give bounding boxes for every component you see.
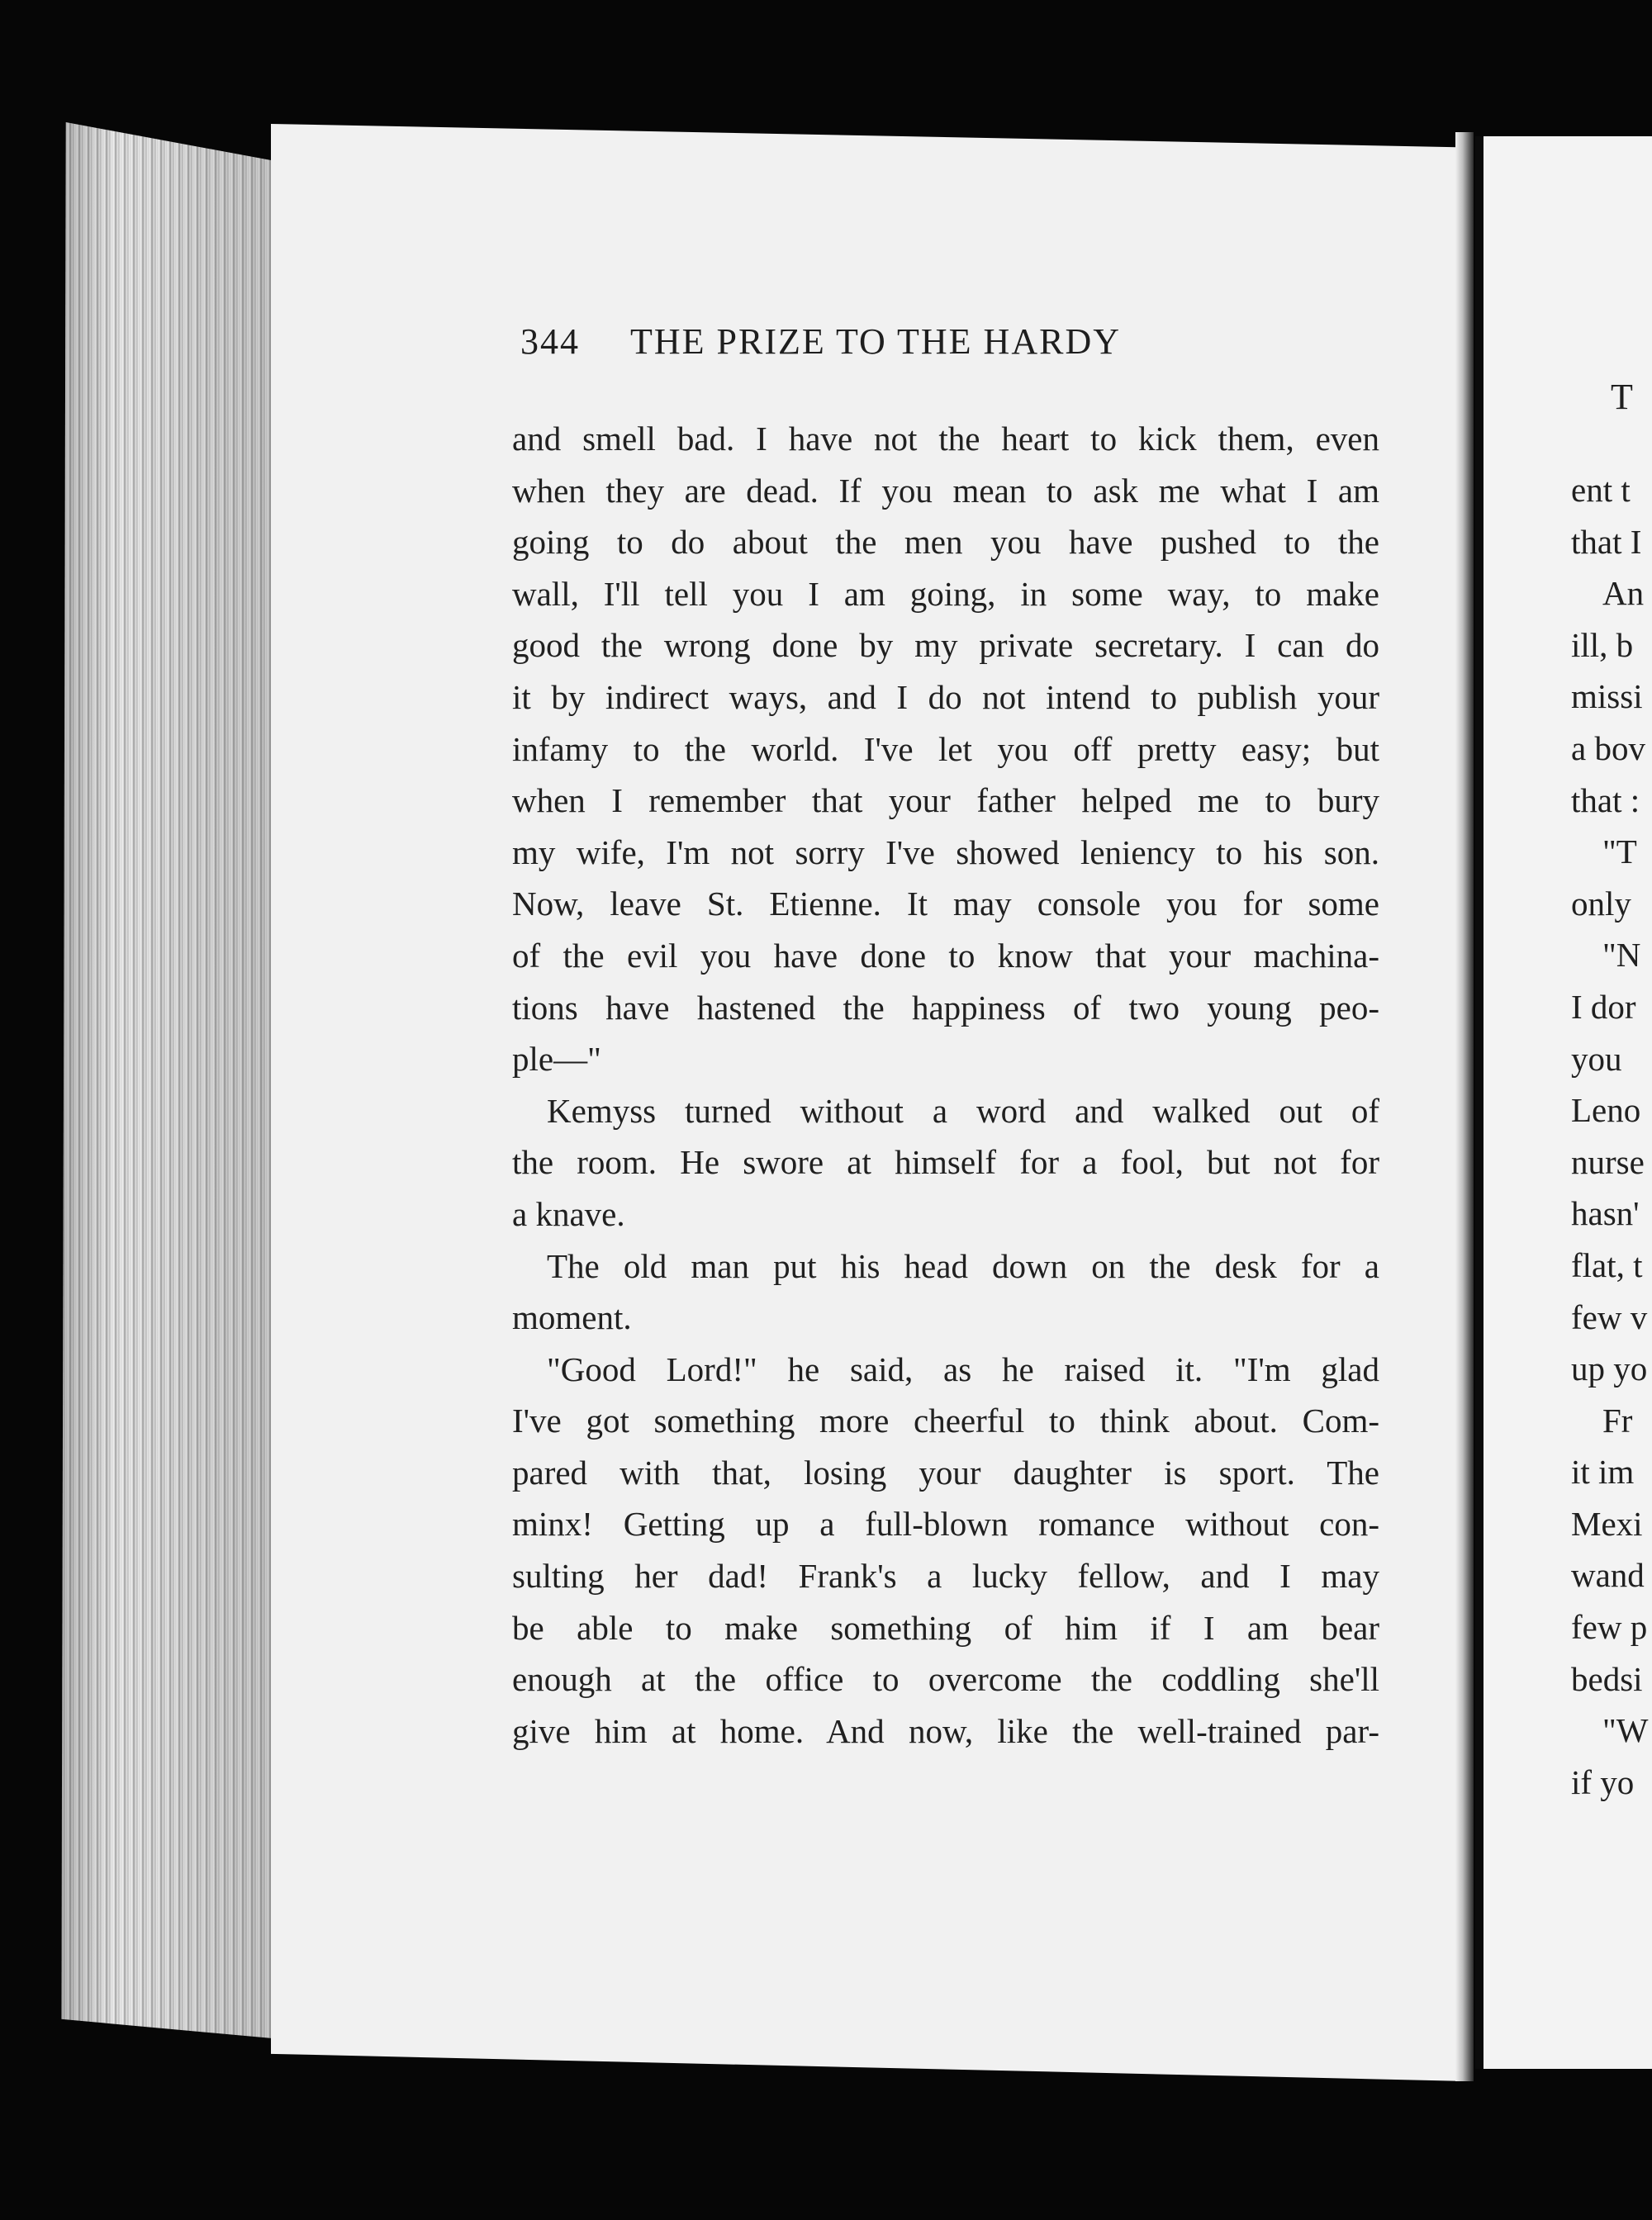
right-text-line: flat, t — [1571, 1245, 1643, 1284]
text-line: a knave. — [512, 1194, 625, 1233]
right-text-line: An — [1602, 574, 1645, 613]
text-line: ple—" — [512, 1040, 601, 1079]
right-text-line: ill, b — [1571, 625, 1634, 664]
text-line: The old man put his head down on the desk for a — [547, 1246, 1379, 1285]
right-text-line: few p — [1571, 1608, 1648, 1647]
right-text-line: Fr — [1602, 1401, 1633, 1440]
text-line: Now, leave St. Etienne. It may console you for some — [512, 885, 1379, 923]
text-line: it by indirect ways, and I do not intend to publish your — [512, 677, 1379, 716]
text-line: pared with that, losing your daughter is sport. The — [512, 1453, 1379, 1492]
right-text-line: "N — [1602, 936, 1641, 975]
right-page-running-head: T — [1611, 377, 1633, 417]
right-text-line: few v — [1571, 1297, 1648, 1336]
page-number: 344 — [520, 321, 580, 362]
right-text-line: wand — [1571, 1556, 1645, 1595]
right-text-line: "W — [1602, 1711, 1649, 1750]
text-line: "Good Lord!" he said, as he raised it. "I'm glad — [547, 1350, 1379, 1388]
right-text-line: nurse — [1571, 1142, 1645, 1181]
text-line: infamy to the world. I've let you off pretty easy; but — [512, 729, 1379, 768]
right-text-line: that : — [1571, 780, 1640, 819]
text-line: give him at home. And now, like the well-trained par- — [512, 1711, 1379, 1750]
text-line: going to do about the men you have pushed to the — [512, 523, 1379, 562]
text-line: be able to make something of him if I am bear — [512, 1608, 1379, 1647]
text-line: I've got something more cheerful to think about. Com- — [512, 1402, 1379, 1440]
text-line: minx! Getting up a full-blown romance without con- — [512, 1505, 1379, 1544]
running-title: THE PRIZE TO THE HARDY — [630, 321, 1121, 362]
gutter — [1455, 132, 1474, 2081]
text-line: good the wrong done by my private secretary. I can do — [512, 626, 1379, 665]
running-head — [520, 320, 1379, 370]
right-text-line: hasn' — [1571, 1194, 1640, 1233]
right-text-line: if yo — [1571, 1762, 1635, 1801]
text-line: sulting her dad! Frank's a lucky fellow, and I may — [512, 1557, 1379, 1596]
text-line: and smell bad. I have not the heart to kick them, even — [512, 420, 1379, 458]
right-text-line: ent t — [1571, 471, 1631, 509]
body-text — [512, 413, 1379, 1757]
text-line: moment. — [512, 1298, 632, 1337]
text-line: my wife, I'm not sorry I've showed leniency to his son. — [512, 832, 1379, 871]
text-line: tions have hastened the happiness of two young peo- — [512, 988, 1379, 1027]
right-text-line: "T — [1602, 832, 1637, 871]
right-text-line: that I — [1571, 522, 1642, 561]
right-text-line: you — [1571, 1039, 1622, 1078]
text-line: when they are dead. If you mean to ask me what I am — [512, 471, 1379, 510]
right-text-line: Mexi — [1571, 1504, 1643, 1543]
text-line: of the evil you have done to know that your machina- — [512, 936, 1379, 975]
right-text-line: it im — [1571, 1453, 1635, 1492]
text-line: wall, I'll tell you I am going, in some way, to make — [512, 574, 1379, 613]
right-text-line: up yo — [1571, 1350, 1648, 1388]
right-page-text — [1571, 464, 1652, 1808]
right-text-line: only — [1571, 884, 1631, 923]
right-text-line: bedsi — [1571, 1659, 1643, 1698]
text-line: enough at the office to overcome the coddling she'll — [512, 1660, 1379, 1699]
text-line: when I remember that your father helped me to bury — [512, 781, 1379, 820]
right-text-line: Leno — [1571, 1091, 1641, 1130]
page-edges — [48, 122, 273, 2038]
right-text-line: a bov — [1571, 728, 1645, 767]
right-text-line: I dor — [1571, 987, 1636, 1026]
text-line: Kemyss turned without a word and walked out of — [547, 1091, 1379, 1130]
right-text-line: missi — [1571, 677, 1643, 716]
text-line: the room. He swore at himself for a fool, but not for — [512, 1143, 1379, 1182]
